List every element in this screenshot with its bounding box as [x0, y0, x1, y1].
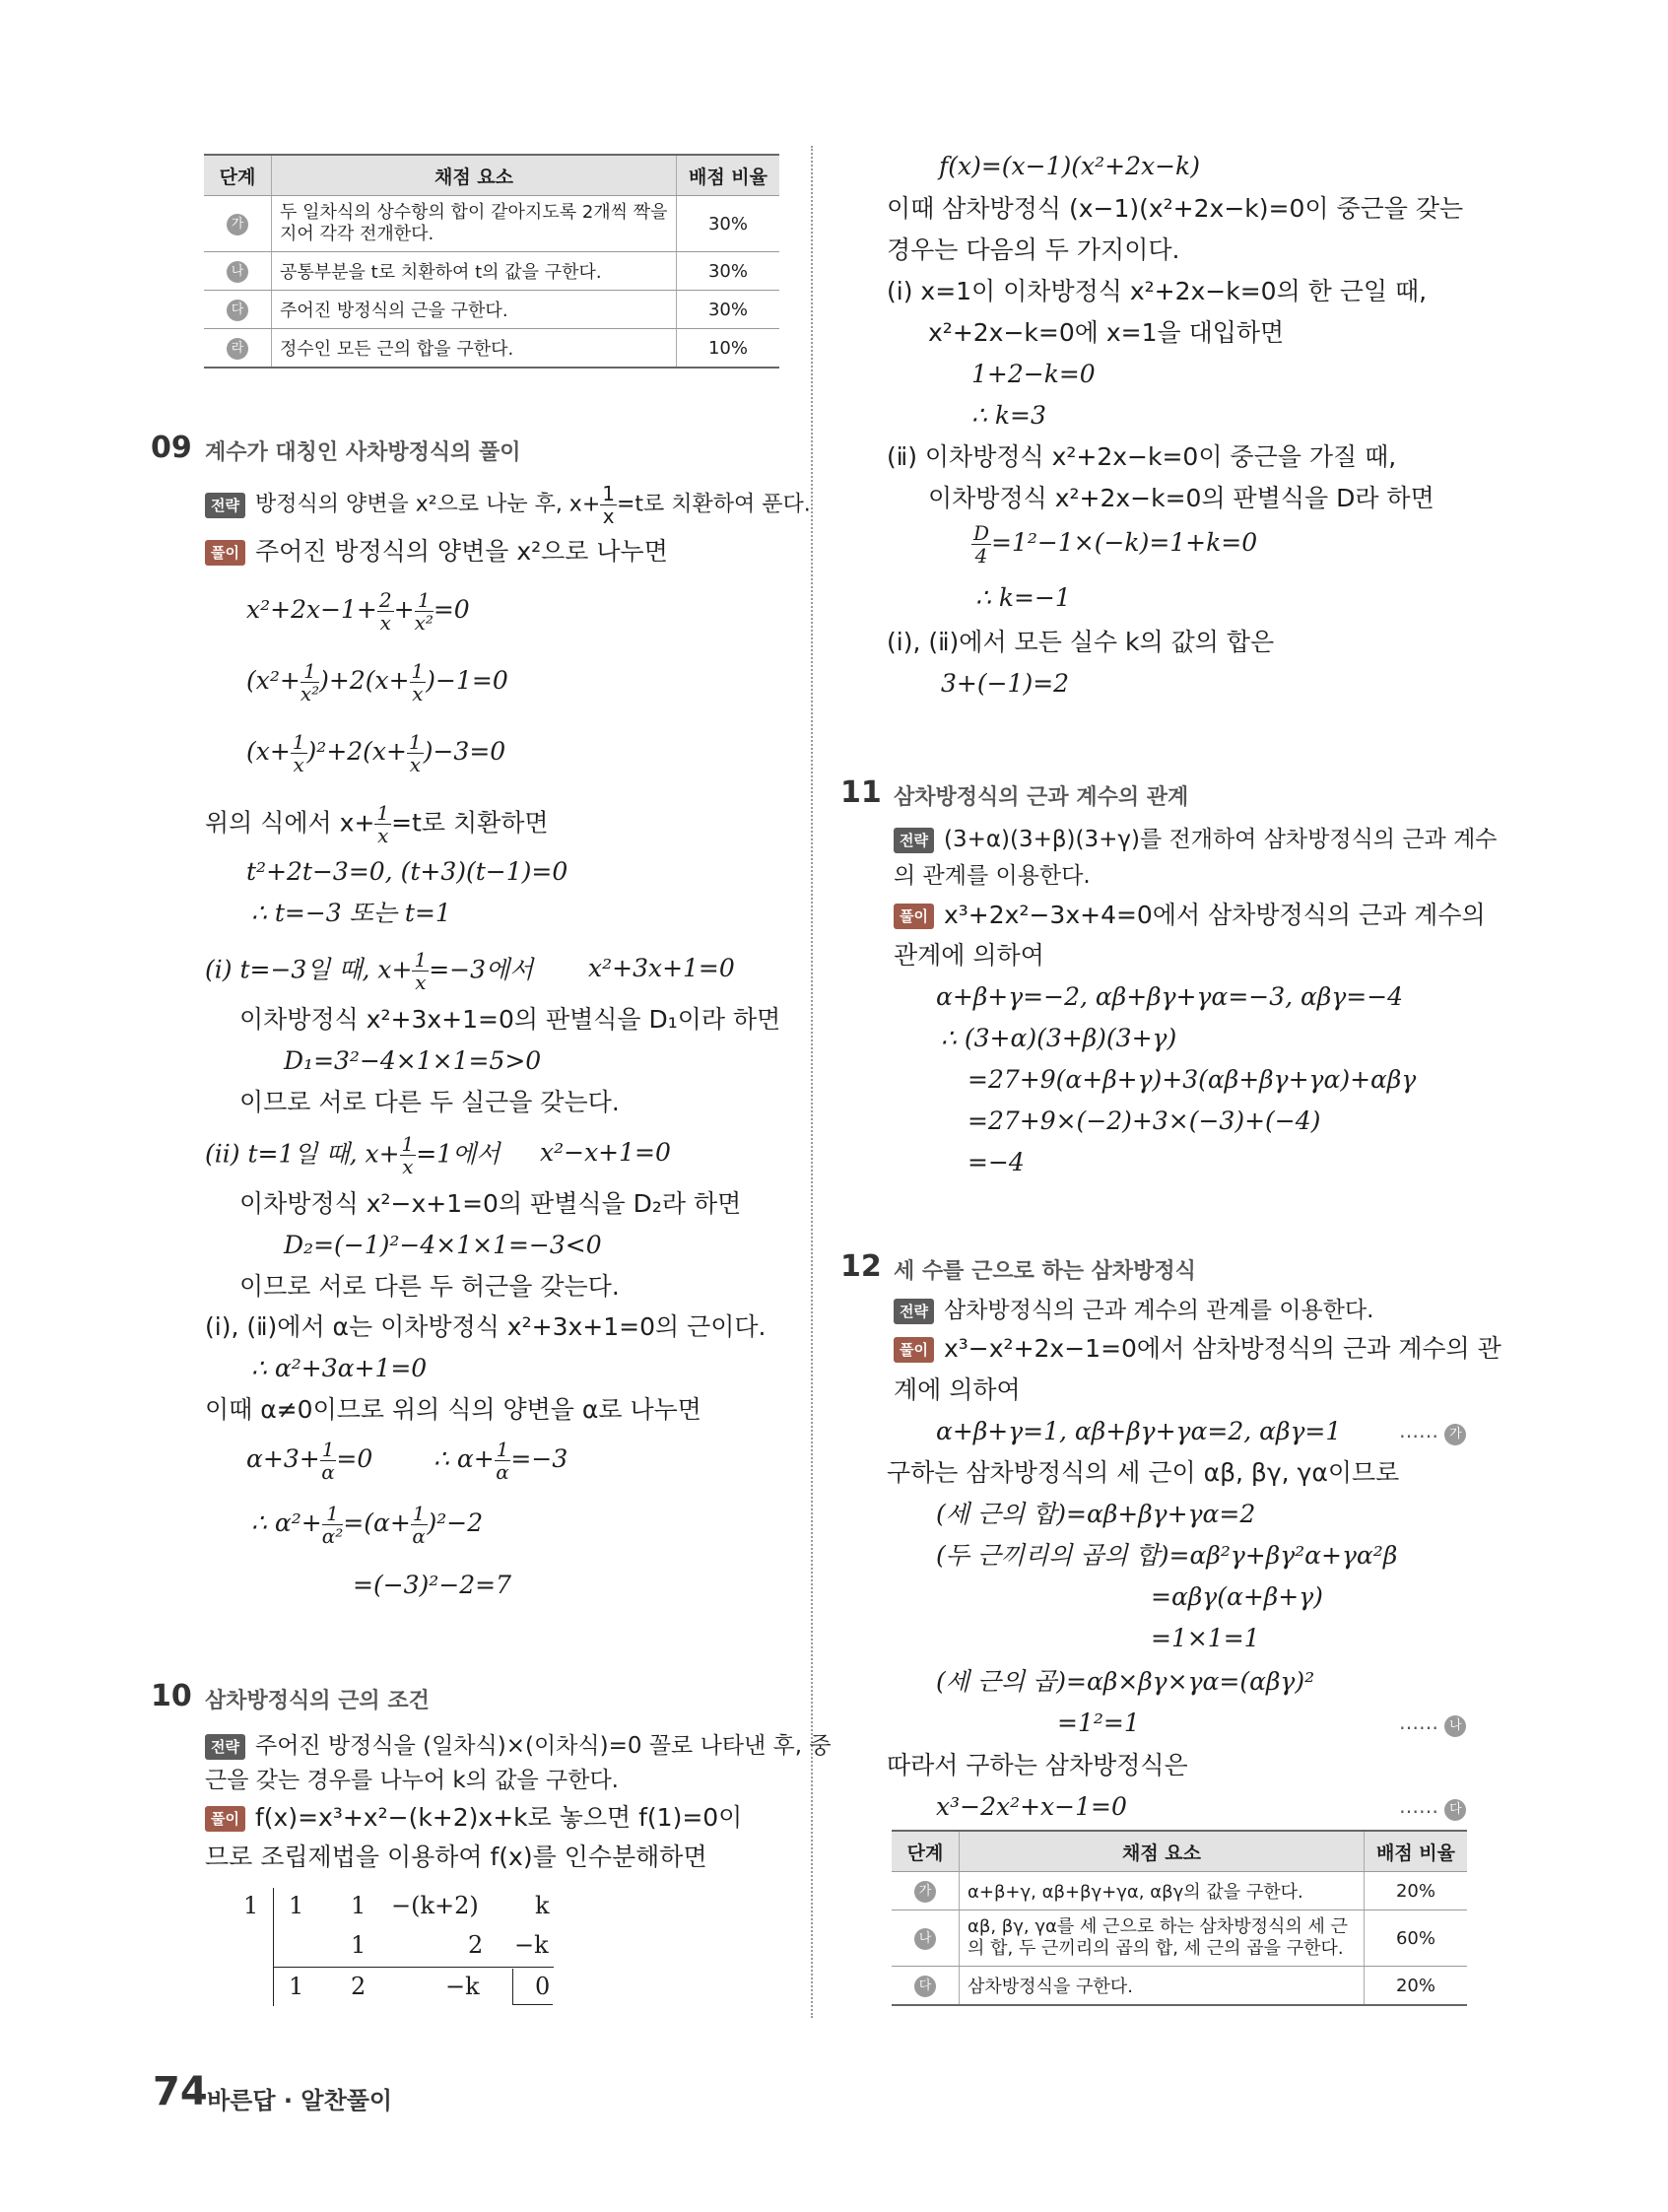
text-line [205, 802, 549, 846]
numerator: 1 [496, 1438, 509, 1461]
strategy-tag: 전략 [894, 828, 934, 853]
text: )²−2 [427, 1508, 484, 1537]
numerator: 1 [292, 730, 305, 754]
text-line: 따라서 구하는 삼차방정식은 [887, 1751, 1188, 1779]
table-cell: 두 일차식의 상수항의 합이 같아지도록 2개씩 짝을 지어 각각 전개한다. [272, 196, 677, 252]
text-line: (ⅰ), (ⅱ)에서 모든 실수 k의 값의 합은 [887, 628, 1275, 656]
step-marker [1399, 1419, 1466, 1445]
equation: t²+2t−3=0, (t+3)(t−1)=0 [246, 857, 568, 886]
table-cell: 20% [1365, 1967, 1468, 2006]
table-header: 배점 비율 [677, 155, 780, 196]
denominator: x² [300, 682, 320, 705]
table-cell: 정수인 모든 근의 합을 구한다. [272, 329, 677, 369]
text: =0 [433, 595, 470, 624]
numerator: 1 [411, 659, 425, 683]
equation: ∴ α²+3α+1=0 [251, 1354, 428, 1382]
synth-cell: 1 [351, 1931, 367, 1959]
denominator: α [321, 1460, 335, 1484]
equation: f(x)=(x−1)(x²+2x−k) [939, 152, 1200, 180]
fraction [300, 660, 319, 704]
denominator: α [412, 1524, 426, 1548]
text: (ⅱ) t=1일 때, x+ [205, 1139, 400, 1169]
table-header: 단계 [204, 155, 272, 196]
equation: =(−3)²−2=7 [353, 1571, 512, 1599]
section-title: 삼차방정식의 근과 계수의 관계 [894, 785, 1189, 810]
text-line: 이때 삼차방정식 (x−1)(x²+2x−k)=0이 중근을 갖는 [887, 194, 1464, 223]
step-mark: 나 [1444, 1715, 1466, 1737]
equation: (세 근의 합)=αβ+βγ+γα=2 [936, 1500, 1256, 1528]
text-line: 이므로 서로 다른 두 허근을 갖는다. [239, 1272, 620, 1301]
denominator: x [293, 753, 304, 776]
text-line: 므로 조립제법을 이용하여 f(x)를 인수분해하면 [205, 1843, 707, 1871]
dots: …… [1399, 1710, 1438, 1734]
table-row [204, 291, 779, 329]
strategy-line [205, 483, 811, 527]
table-row [204, 329, 779, 369]
text: (x+ [246, 737, 291, 766]
table-cell: 60% [1365, 1910, 1468, 1967]
text: )−1=0 [426, 666, 508, 695]
equation: =αβγ(α+β+γ) [1151, 1582, 1323, 1611]
numerator: 1 [414, 948, 428, 972]
step-marker [1399, 1794, 1466, 1821]
numerator: 1 [401, 1132, 415, 1156]
equation: =27+9(α+β+γ)+3(αβ+βγ+γα)+αβγ [967, 1065, 1417, 1094]
text: (x²+ [246, 666, 300, 695]
equation: x²+3x+1=0 [588, 954, 735, 982]
equation: ∴ t=−3 또는 t=1 [251, 899, 451, 927]
numerator: D [973, 521, 990, 545]
strategy-line [894, 823, 1498, 856]
synth-vertical-line [273, 1888, 274, 2006]
step-mark: 가 [914, 1881, 936, 1903]
solution-tag: 풀이 [894, 904, 934, 929]
synth-cell: −k [445, 1973, 480, 2000]
solution-tag: 풀이 [205, 1806, 245, 1832]
numerator: 1 [300, 660, 319, 683]
equation [434, 1439, 567, 1483]
text: =0 [336, 1444, 373, 1473]
section-title: 세 수를 근으로 하는 삼차방정식 [894, 1259, 1196, 1284]
denominator: 4 [974, 544, 988, 568]
synth-root: 1 [243, 1892, 259, 1919]
text-line: 이차방정식 x²+2x−k=0의 판별식을 D라 하면 [928, 484, 1434, 512]
equation: =27+9×(−2)+3×(−3)+(−4) [967, 1106, 1321, 1135]
synth-cell: −k [514, 1931, 549, 1959]
fraction [495, 1439, 511, 1483]
text: 삼차방정식의 근과 계수의 관계를 이용한다. [943, 1298, 1374, 1323]
denominator: x [602, 504, 615, 528]
table-header: 채점 요소 [960, 1831, 1365, 1872]
text: + [393, 595, 415, 624]
text: (ⅰ) t=−3일 때, x+ [205, 955, 413, 984]
strategy-tag: 전략 [205, 493, 245, 518]
text-line: 구하는 삼차방정식의 세 근이 αβ, βγ, γα이므로 [887, 1458, 1400, 1487]
text: f(x)=x³+x²−(k+2)x+k로 놓으면 f(1)=0이 [254, 1803, 743, 1832]
section-number: 09 [151, 431, 192, 465]
synth-cell: 2 [351, 1973, 367, 2000]
step-mark: 가 [227, 214, 248, 235]
fraction [291, 731, 307, 775]
section-title: 계수가 대칭인 사차방정식의 풀이 [205, 440, 521, 465]
table-cell: 주어진 방정식의 근을 구한다. [272, 291, 677, 329]
equation: (두 근끼리의 곱의 합)=αβ²γ+βγ²α+γα²β [936, 1541, 1398, 1570]
fraction [374, 802, 391, 846]
solution-line [205, 1801, 742, 1835]
table-header: 채점 요소 [272, 155, 677, 196]
fraction [415, 589, 434, 634]
text: 위의 식에서 x+ [205, 808, 375, 838]
fraction [410, 660, 427, 704]
equation: ∴ k=−1 [975, 583, 1071, 612]
synth-cell: 2 [468, 1931, 484, 1959]
equation: ∴ k=3 [971, 401, 1046, 430]
text-line: (ⅰ), (ⅱ)에서 α는 이차방정식 x²+3x+1=0의 근이다. [205, 1312, 767, 1341]
score-table-2 [892, 1830, 1467, 2006]
text: 방정식의 양변을 x²으로 나눈 후, x+ [254, 492, 601, 517]
text: α+3+ [246, 1444, 320, 1473]
table-cell: αβ, βγ, γα를 세 근으로 하는 삼차방정식의 세 근의 합, 두 근끼리의 곱의 합, 세 근의 곱을 구한다. [960, 1910, 1365, 1967]
equation: α+β+γ=1, αβ+βγ+γα=2, αβγ=1 [936, 1417, 1342, 1445]
dots: …… [1399, 1419, 1438, 1442]
fraction [411, 1503, 428, 1547]
text: 주어진 방정식의 양변을 x²으로 나누면 [254, 537, 668, 566]
table-cell: α+β+γ, αβ+βγ+γα, αβγ의 값을 구한다. [960, 1872, 1365, 1910]
equation: α+β+γ=−2, αβ+βγ+γα=−3, αβγ=−4 [936, 982, 1404, 1011]
text: =1²−1×(−k)=1+k=0 [991, 528, 1258, 557]
synth-cell: 1 [289, 1892, 304, 1919]
text: x³+2x²−3x+4=0에서 삼차방정식의 근과 계수의 [943, 901, 1486, 929]
equation [246, 660, 508, 704]
denominator: α [496, 1460, 509, 1484]
text: =t로 치환하여 푼다. [617, 492, 811, 517]
solution-line [894, 1332, 1501, 1366]
table-cell: 20% [1365, 1872, 1468, 1910]
fraction [600, 483, 617, 527]
equation: ∴ (3+α)(3+β)(3+γ) [941, 1024, 1177, 1052]
fraction [377, 589, 394, 634]
text: x²+2x−1+ [246, 595, 377, 624]
table-cell: 30% [677, 291, 780, 329]
denominator: x [409, 753, 421, 776]
text: =(α+ [343, 1508, 411, 1537]
numerator: 1 [408, 730, 422, 754]
text-line: (ⅰ) x=1이 이차방정식 x²+2x−k=0의 한 근일 때, [887, 277, 1428, 305]
text: )+2(x+ [319, 666, 410, 695]
text: (3+α)(3+β)(3+γ)를 전개하여 삼차방정식의 근과 계수 [943, 827, 1498, 852]
strategy-tag: 전략 [894, 1299, 934, 1324]
synth-remainder: 0 [535, 1973, 551, 2000]
denominator: x [415, 971, 427, 994]
text: =−3 [510, 1444, 568, 1473]
step-marker [1399, 1710, 1466, 1737]
fraction [320, 1439, 337, 1483]
step-mark: 다 [227, 300, 248, 321]
table-row [892, 1967, 1467, 2006]
text-line [205, 949, 533, 993]
table-header: 배점 비율 [1365, 1831, 1468, 1872]
numerator: 1 [322, 1503, 344, 1525]
text: )²+2(x+ [306, 737, 407, 766]
synth-cell: k [535, 1892, 550, 1919]
text: =t로 치환하면 [391, 808, 549, 838]
equation [246, 731, 505, 775]
step-mark: 다 [1444, 1799, 1466, 1821]
table-row [892, 1910, 1467, 1967]
equation: =1²=1 [1057, 1709, 1140, 1737]
synth-cell: 1 [351, 1892, 367, 1919]
table-header: 단계 [892, 1831, 960, 1872]
step-mark: 가 [1444, 1424, 1466, 1445]
table-cell: 30% [677, 196, 780, 252]
fraction [400, 1133, 417, 1177]
solution-line [894, 899, 1486, 932]
numerator: 1 [321, 1438, 335, 1461]
section-title: 삼차방정식의 근의 조건 [205, 1689, 430, 1713]
equation: =−4 [967, 1148, 1025, 1176]
solution-tag: 풀이 [205, 540, 245, 566]
dots: …… [1399, 1794, 1438, 1818]
equation [246, 589, 470, 634]
text-line: 의 관계를 이용한다. [894, 863, 1091, 889]
equation: D₂=(−1)²−4×1×1=−3<0 [284, 1231, 602, 1259]
text: ∴ α+ [434, 1444, 495, 1473]
table-cell: 공통부분을 t로 치환하여 t의 값을 구한다. [272, 252, 677, 291]
text-line: (ⅱ) 이차방정식 x²+2x−k=0이 중근을 가질 때, [887, 442, 1397, 471]
text-line: 경우는 다음의 두 가지이다. [887, 235, 1180, 264]
equation [971, 522, 1257, 567]
denominator: x² [414, 611, 434, 635]
numerator: 2 [378, 588, 392, 612]
denominator: x [377, 824, 389, 847]
equation: =1×1=1 [1151, 1624, 1260, 1652]
equation: 1+2−k=0 [971, 360, 1096, 388]
step-mark: 나 [914, 1928, 936, 1950]
table-row [204, 196, 779, 252]
denominator: x [402, 1155, 414, 1178]
text: 주어진 방정식을 (일차식)×(이차식)=0 꼴로 나타낸 후, 중 [254, 1733, 832, 1759]
strategy-line [894, 1294, 1373, 1327]
strategy-line [205, 1729, 832, 1763]
score-table-1 [204, 154, 779, 369]
denominator: x [412, 682, 424, 705]
numerator: 1 [602, 482, 615, 505]
synth-horizontal-line [273, 1967, 554, 1968]
text-line: x²+2x−k=0에 x=1을 대입하면 [928, 318, 1285, 347]
table-cell: 10% [677, 329, 780, 369]
numerator: 1 [376, 801, 390, 825]
page-number: 74 [153, 2069, 208, 2114]
text-line: 근을 갖는 경우를 나누어 k의 값을 구한다. [205, 1768, 619, 1793]
section-number: 11 [840, 775, 882, 810]
text-line [205, 1133, 500, 1177]
equation [246, 1439, 372, 1483]
fraction [412, 949, 429, 993]
equation: x³−2x²+x−1=0 [936, 1792, 1127, 1821]
fraction [322, 1503, 344, 1547]
table-cell: 삼차방정식을 구한다. [960, 1967, 1365, 2006]
text-line: 관계에 의하여 [894, 941, 1044, 970]
fraction [407, 731, 424, 775]
section-number: 12 [840, 1249, 882, 1284]
denominator: α² [321, 1524, 344, 1548]
fraction [971, 522, 991, 567]
table-cell: 30% [677, 252, 780, 291]
strategy-tag: 전략 [205, 1734, 245, 1760]
table-row [892, 1872, 1467, 1910]
synth-cell: 1 [289, 1973, 304, 2000]
text-line: 이차방정식 x²−x+1=0의 판별식을 D₂라 하면 [239, 1189, 742, 1218]
numerator: 1 [412, 1502, 426, 1525]
text-line: 이차방정식 x²+3x+1=0의 판별식을 D₁이라 하면 [239, 1005, 781, 1034]
text: ∴ α²+ [251, 1508, 322, 1537]
step-mark: 나 [227, 261, 248, 283]
equation: 3+(−1)=2 [941, 669, 1070, 698]
text-line: 계에 의하여 [894, 1375, 1021, 1404]
text: x³−x²+2x−1=0에서 삼차방정식의 근과 계수의 관 [943, 1334, 1501, 1363]
section-number: 10 [151, 1679, 192, 1713]
text: =−3에서 [429, 955, 534, 984]
text-line: 이때 α≠0이므로 위의 식의 양변을 α로 나누면 [205, 1395, 701, 1424]
text-line: 이므로 서로 다른 두 실근을 갖는다. [239, 1088, 620, 1116]
solution-line [205, 535, 668, 569]
equation: x²−x+1=0 [540, 1138, 671, 1167]
book-title: 바른답 · 알찬풀이 [207, 2087, 393, 2114]
synth-cell: −(k+2) [391, 1892, 479, 1919]
numerator: 1 [415, 589, 434, 612]
denominator: x [379, 611, 391, 635]
equation: (세 근의 곱)=αβ×βγ×γα=(αβγ)² [936, 1667, 1315, 1696]
solution-tag: 풀이 [894, 1337, 934, 1363]
table-row [204, 252, 779, 291]
step-mark: 라 [227, 338, 248, 360]
step-mark: 다 [914, 1976, 936, 1997]
equation: D₁=3²−4×1×1=5>0 [284, 1046, 542, 1075]
equation [251, 1503, 483, 1547]
text: )−3=0 [423, 737, 506, 766]
text: =1에서 [416, 1139, 500, 1169]
